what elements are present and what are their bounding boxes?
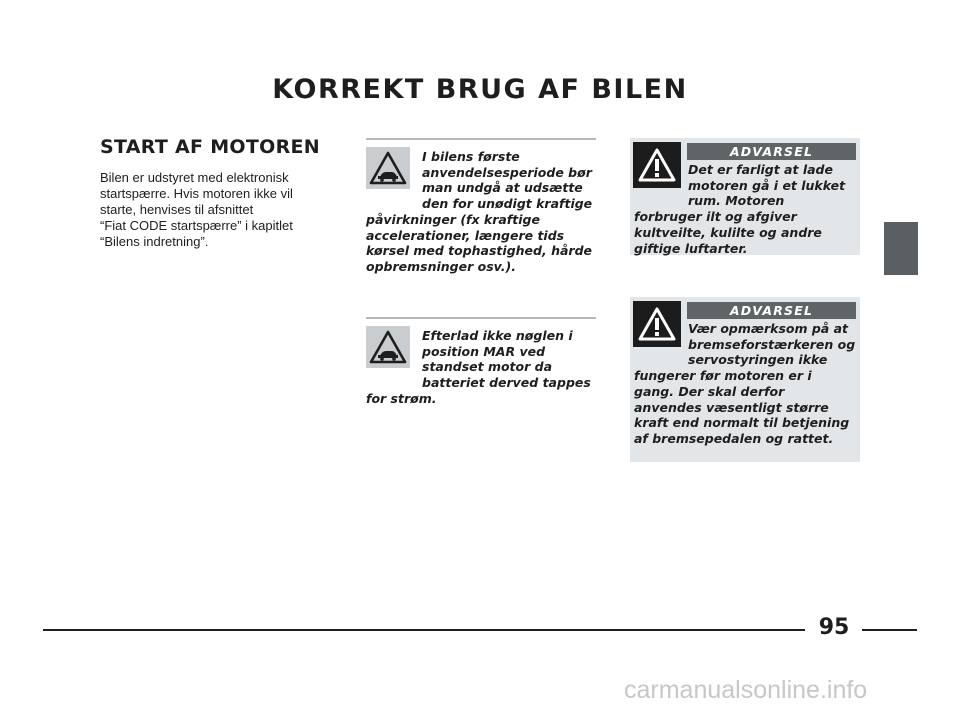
page-number: 95 bbox=[818, 615, 850, 640]
warning-triangle-icon bbox=[633, 142, 681, 188]
footer-rule-left bbox=[43, 629, 805, 631]
section-heading: START AF MOTOREN bbox=[100, 136, 321, 158]
warning-text: Vær opmærksom på at bremseforstærkeren og servostyringen ikke fungerer før motoren er i gang. Der skal derfor anvendes væsentligt større kraft end normalt til betjening af bremsepedalen og rattet. bbox=[634, 321, 856, 446]
note-box bbox=[366, 317, 596, 407]
warning-box bbox=[630, 297, 860, 462]
car-environment-icon bbox=[366, 147, 410, 189]
footer-rule-right bbox=[862, 629, 917, 631]
page-title: KORREKT BRUG AF BILEN bbox=[272, 74, 688, 105]
note-text: Efterlad ikke nøglen i position MAR ved standset motor da batteriet derved tappes for strøm. bbox=[366, 328, 591, 406]
warning-text: Det er farligt at lade motoren gå i et lukket rum. Motoren forbruger ilt og afgiver kultveilte, kulilte og andre giftige luftarter. bbox=[634, 162, 846, 256]
note-box bbox=[366, 138, 596, 275]
chapter-thumb-tab bbox=[884, 222, 918, 275]
warning-triangle-icon bbox=[633, 301, 681, 347]
warning-label: ADVARSEL bbox=[687, 302, 856, 319]
warning-box bbox=[630, 138, 860, 255]
section-body: Bilen er udstyret med elektronisk startspærre. Hvis motoren ikke vil starte, henvises til afsnittet “Fiat CODE startspærre” i kapitlet “Bilens indretning”. bbox=[100, 170, 293, 249]
watermark: carmanualsonline.info bbox=[624, 676, 868, 704]
car-environment-icon bbox=[366, 326, 410, 368]
warning-label: ADVARSEL bbox=[687, 143, 856, 160]
note-text: I bilens første anvendelsesperiode bør man undgå at udsætte den for unødigt kraftige påvirkninger (fx kraftige accelerationer, længere tids kørsel med tophastighed, hårde opbremsninger osv.). bbox=[366, 149, 593, 274]
